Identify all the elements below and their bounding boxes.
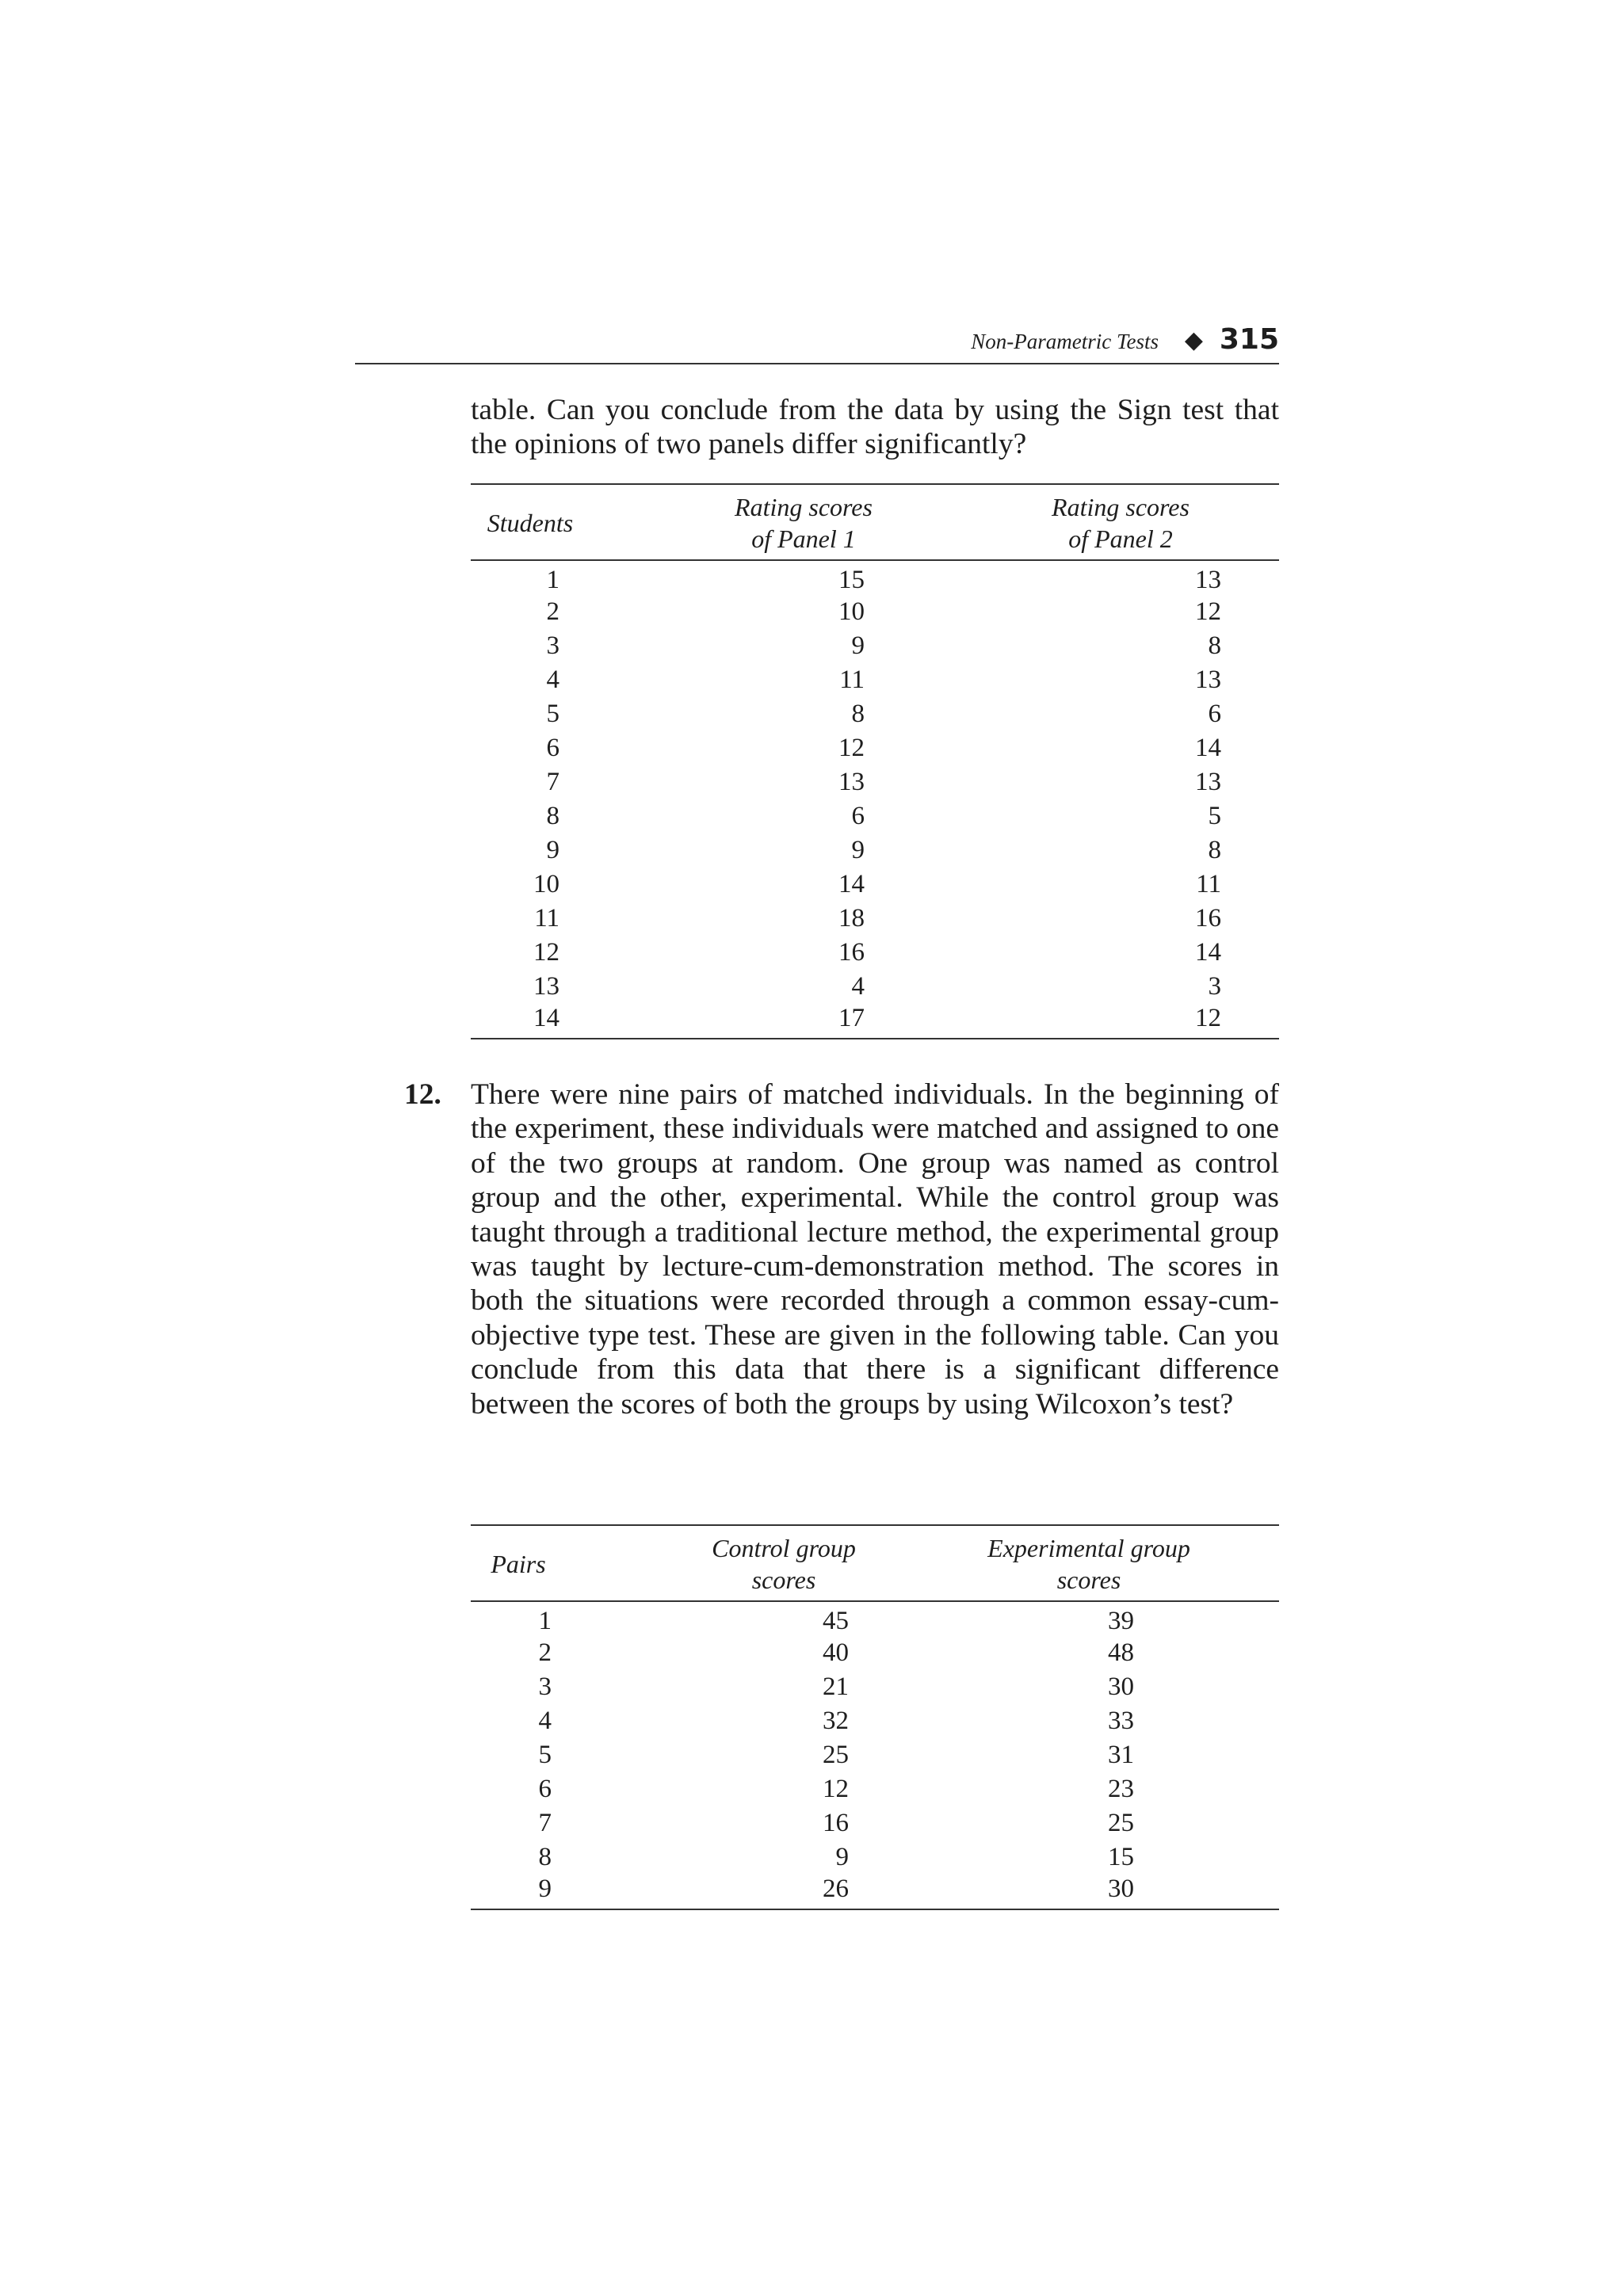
- table-cell: 13: [838, 768, 865, 796]
- table-row: [471, 560, 1279, 595]
- table-cell: 12: [970, 1004, 1279, 1039]
- table-cell: 4: [851, 972, 865, 1001]
- table-cell: 10: [838, 597, 865, 626]
- question-text: There were nine pairs of matched individuals. In the beginning of the experiment, these individuals were matched and assigned to one of the two groups at random. One group was named as control group and the other, experimental. While the control group was taught through a traditional lecture method, the experimental group was taught by lecture-cum-demonstration method. The scores in both the situations were recorded through a common essay-cum-objective type test. These are given in the following table. Can you conclude from this data that there is a significant difference between the scores of both the groups by using Wilcoxon’s test?: [471, 1078, 1279, 1421]
- column-header: Control group scores: [693, 1525, 1002, 1601]
- page-number: 315: [1219, 323, 1279, 356]
- table-cell: 32: [823, 1707, 849, 1735]
- table-row: [471, 731, 1279, 765]
- table-cell: 16: [823, 1809, 849, 1837]
- table-header-row: [471, 1525, 1279, 1601]
- table-row: [471, 697, 1279, 731]
- table-cell: 4: [538, 1707, 552, 1735]
- table-cell: 14: [838, 870, 865, 898]
- table-row: [471, 970, 1279, 1004]
- page-header: [355, 320, 1279, 364]
- column-header: Rating scores of Panel 2: [970, 484, 1279, 560]
- table-cell: 7: [538, 1809, 552, 1837]
- table-cell: 1: [538, 1607, 552, 1635]
- table-cell: 12: [838, 734, 865, 762]
- table-cell: 12: [533, 938, 559, 967]
- table-cell: 30: [1002, 1875, 1279, 1909]
- table-cell: 14: [1195, 734, 1221, 762]
- table-cell: 9: [471, 1875, 693, 1909]
- table-row: [471, 1840, 1279, 1875]
- table-cell: 10: [533, 870, 559, 898]
- table-row: [471, 595, 1279, 629]
- table-cell: 6: [546, 734, 559, 762]
- table-group-scores: [471, 1524, 1279, 1910]
- table-row: [471, 833, 1279, 868]
- table-cell: 11: [534, 904, 559, 933]
- table-cell: 23: [1108, 1775, 1134, 1803]
- table-cell: 2: [546, 597, 559, 626]
- table-cell: 39: [1108, 1607, 1134, 1635]
- table-cell: 8: [546, 802, 559, 830]
- table-cell: 11: [839, 666, 865, 694]
- table-cell: 13: [1195, 566, 1221, 594]
- table-cell: 31: [1108, 1741, 1134, 1769]
- table-cell: 9: [546, 836, 559, 864]
- table-row: [471, 868, 1279, 902]
- table-cell: 4: [546, 666, 559, 694]
- table-cell: 8: [1208, 836, 1221, 864]
- table-cell: 12: [1195, 597, 1221, 626]
- table-cell: 15: [838, 566, 865, 594]
- table-row: [471, 1601, 1279, 1636]
- diamond-icon: ◆: [1184, 326, 1203, 354]
- table-cell: 45: [823, 1607, 849, 1635]
- table-cell: 13: [1195, 666, 1221, 694]
- table-row: [471, 1875, 1279, 1909]
- table-cell: 8: [1208, 631, 1221, 660]
- table-cell: 6: [1208, 700, 1221, 728]
- table-cell: 11: [1196, 870, 1221, 898]
- running-title: Non-Parametric Tests: [971, 330, 1159, 353]
- table-cell: 16: [1195, 904, 1221, 933]
- table-row: [471, 1004, 1279, 1039]
- table-panel-ratings: [471, 483, 1279, 1039]
- table-row: [471, 629, 1279, 663]
- table-cell: 8: [851, 700, 865, 728]
- table-row: [471, 1772, 1279, 1806]
- table-row: [471, 1636, 1279, 1670]
- table-cell: 9: [835, 1843, 849, 1871]
- table-cell: 13: [533, 972, 559, 1001]
- table-cell: 5: [546, 700, 559, 728]
- question-number: 12.: [404, 1078, 441, 1111]
- table-cell: 18: [838, 904, 865, 933]
- table-row: [471, 936, 1279, 970]
- column-header: Experimental group scores: [1002, 1525, 1279, 1601]
- table-cell: 8: [538, 1843, 552, 1871]
- table-cell: 15: [1108, 1843, 1134, 1871]
- table-cell: 12: [823, 1775, 849, 1803]
- column-header: Students: [471, 484, 693, 560]
- table-row: [471, 1670, 1279, 1704]
- table-row: [471, 799, 1279, 833]
- table-row: [471, 1738, 1279, 1772]
- table-cell: 17: [693, 1004, 970, 1039]
- table-cell: 6: [851, 802, 865, 830]
- table-cell: 3: [546, 631, 559, 660]
- table-cell: 14: [1195, 938, 1221, 967]
- table-cell: 5: [538, 1741, 552, 1769]
- table-cell: 3: [538, 1672, 552, 1701]
- table-cell: 9: [851, 836, 865, 864]
- table-cell: 16: [838, 938, 865, 967]
- table-row: [471, 1704, 1279, 1738]
- table-cell: 48: [1108, 1638, 1134, 1667]
- table-cell: 25: [823, 1741, 849, 1769]
- table-cell: 3: [1208, 972, 1221, 1001]
- table-cell: 6: [538, 1775, 552, 1803]
- table-row: [471, 663, 1279, 697]
- table-row: [471, 765, 1279, 799]
- column-header: Pairs: [471, 1525, 693, 1601]
- table-cell: 21: [823, 1672, 849, 1701]
- table-row: [471, 1806, 1279, 1840]
- table-cell: 13: [1195, 768, 1221, 796]
- table-header-row: [471, 484, 1279, 560]
- table-cell: 25: [1108, 1809, 1134, 1837]
- table-cell: 2: [538, 1638, 552, 1667]
- table-cell: 26: [693, 1875, 1002, 1909]
- table-cell: 1: [546, 566, 559, 594]
- column-header: Rating scores of Panel 1: [693, 484, 970, 560]
- table-cell: 30: [1108, 1672, 1134, 1701]
- table-cell: 5: [1208, 802, 1221, 830]
- table-cell: 7: [546, 768, 559, 796]
- table-row: [471, 902, 1279, 936]
- intro-paragraph: table. Can you conclude from the data by using the Sign test that the opinions of two panels differ significantly?: [471, 394, 1279, 461]
- table-cell: 33: [1108, 1707, 1134, 1735]
- table-cell: 9: [851, 631, 865, 660]
- table-cell: 14: [471, 1004, 693, 1039]
- table-cell: 40: [823, 1638, 849, 1667]
